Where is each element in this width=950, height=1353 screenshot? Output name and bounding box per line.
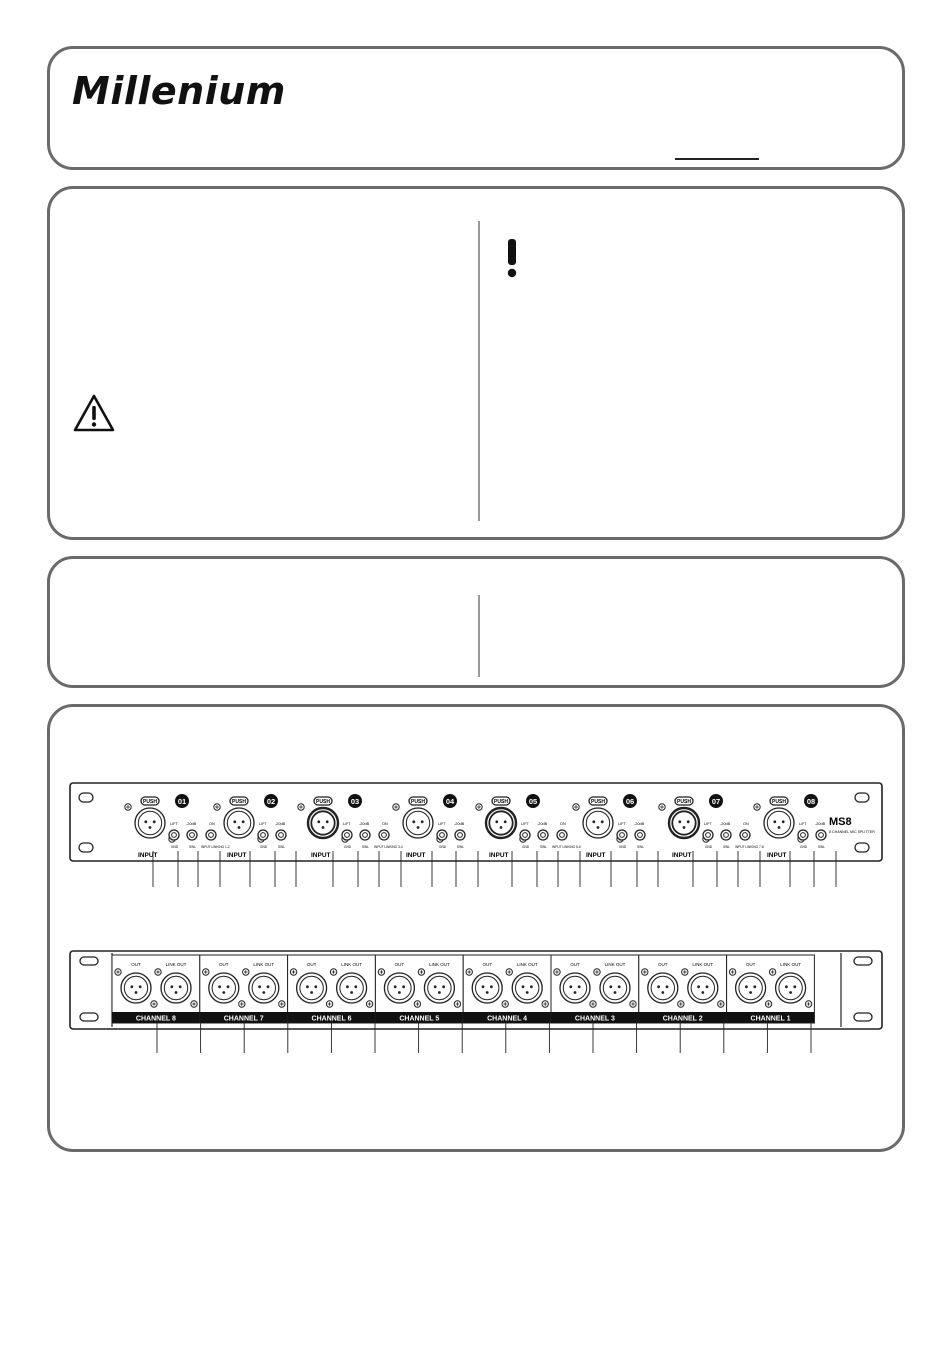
link-out-label: LINK OUT: [341, 962, 362, 967]
input-xlr-connector: [135, 808, 165, 838]
channel-number: 01: [177, 797, 187, 806]
link-out-label: LINK OUT: [429, 962, 450, 967]
pad-switch: [538, 830, 548, 840]
input-linking-label: INPUT LINKING 5-6: [552, 845, 581, 849]
out-label: OUT: [570, 962, 580, 967]
input-linking-label: INPUT LINKING 3-4: [374, 845, 403, 849]
diagram-panel: [47, 704, 905, 1152]
channel-number: 08: [806, 797, 816, 806]
pad-label: -20dB: [537, 822, 548, 826]
channel-number: 02: [266, 797, 276, 806]
gnd-label: GND: [344, 845, 352, 849]
channel-label: CHANNEL 8: [135, 1015, 176, 1023]
link-out-xlr-connector: [424, 973, 454, 1003]
gnd-label: GND: [439, 845, 447, 849]
channel-label: CHANNEL 4: [487, 1015, 528, 1023]
input-linking-label: INPUT LINKING 1-2: [201, 845, 230, 849]
channel-label: CHANNEL 2: [662, 1015, 703, 1023]
lift-switch: [258, 830, 268, 840]
link-out-xlr-connector: [688, 973, 718, 1003]
channel-number: 03: [350, 797, 360, 806]
pad-switch: [816, 830, 826, 840]
gnd-label: GND: [800, 845, 808, 849]
link-out-xlr-connector: [776, 973, 806, 1003]
link-out-label: LINK OUT: [692, 962, 714, 967]
pad-label: -20dB: [359, 822, 370, 826]
input-xlr-connector: [403, 808, 433, 838]
push-label: PUSH: [143, 799, 157, 805]
lift-label: LIFT: [704, 822, 712, 826]
input-linking-switch: [740, 830, 750, 840]
input-linking-switch: [206, 830, 216, 840]
gnd-label: GND: [619, 845, 627, 849]
gnd-label: GND: [522, 845, 530, 849]
lift-label: LIFT: [259, 822, 267, 826]
out-xlr-connector: [121, 973, 151, 1003]
channel-label: CHANNEL 1: [750, 1015, 791, 1023]
channel-label: CHANNEL 3: [574, 1015, 615, 1023]
push-label: PUSH: [411, 799, 425, 805]
input-label: INPUT: [489, 852, 509, 859]
swl-label: SWL: [818, 845, 825, 849]
input-label: INPUT: [311, 852, 331, 859]
rear-channel: [200, 955, 288, 1023]
gnd-label: GND: [260, 845, 268, 849]
device-diagram: [50, 707, 902, 1149]
lift-switch: [520, 830, 530, 840]
swl-label: SWL: [637, 845, 644, 849]
model-subtitle: 8 CHANNEL MIC SPLITTER: [829, 830, 875, 834]
front-panel: [70, 783, 882, 887]
lift-switch: [169, 830, 179, 840]
on-label: ON: [382, 822, 388, 826]
out-xlr-connector: [736, 973, 766, 1003]
pad-label: -20dB: [720, 822, 731, 826]
lift-switch: [617, 830, 627, 840]
pad-switch: [360, 830, 370, 840]
channel-number: 04: [445, 797, 455, 806]
warning-triangle-icon: [72, 393, 116, 433]
channel-number: 05: [528, 797, 538, 806]
gnd-label: GND: [705, 845, 713, 849]
rear-channel: [463, 955, 551, 1023]
header-panel: [47, 46, 905, 170]
out-label: OUT: [658, 962, 668, 967]
link-out-xlr-connector: [249, 973, 279, 1003]
rear-panel: [70, 951, 882, 1053]
pad-switch: [455, 830, 465, 840]
link-out-xlr-connector: [337, 973, 367, 1003]
input-linking-switch: [379, 830, 389, 840]
rear-channel: [639, 955, 727, 1023]
out-xlr-connector: [297, 973, 327, 1003]
channel-label: CHANNEL 6: [311, 1015, 352, 1023]
out-xlr-connector: [384, 973, 414, 1003]
model-label: MS8: [829, 816, 852, 828]
pad-label: -20dB: [186, 822, 197, 826]
pad-label: -20dB: [454, 822, 465, 826]
input-linking-label: INPUT LINKING 7-8: [735, 845, 764, 849]
link-out-label: LINK OUT: [253, 962, 275, 967]
link-out-label: LINK OUT: [604, 962, 626, 967]
out-xlr-connector: [472, 973, 502, 1003]
link-out-xlr-connector: [512, 973, 542, 1003]
link-out-label: LINK OUT: [165, 962, 187, 967]
input-label: INPUT: [586, 852, 606, 859]
on-label: ON: [743, 822, 749, 826]
push-label: PUSH: [494, 799, 508, 805]
push-label: PUSH: [316, 799, 330, 805]
push-label: PUSH: [591, 799, 605, 805]
on-label: ON: [560, 822, 566, 826]
input-label: INPUT: [406, 852, 426, 859]
brand-logo: Millenium: [72, 69, 286, 113]
info-panel: [47, 556, 905, 688]
input-xlr-connector: [224, 808, 254, 838]
swl-label: SWL: [189, 845, 196, 849]
out-label: OUT: [394, 962, 405, 967]
rear-channel: [288, 955, 376, 1023]
out-label: OUT: [482, 962, 492, 967]
lift-label: LIFT: [343, 822, 351, 826]
pad-switch: [635, 830, 645, 840]
lift-switch: [342, 830, 352, 840]
pad-label: -20dB: [634, 822, 645, 826]
out-xlr-connector: [560, 973, 590, 1003]
pad-switch: [721, 830, 731, 840]
input-xlr-connector: [308, 808, 338, 838]
out-xlr-connector: [648, 973, 678, 1003]
rear-channel: [375, 955, 463, 1023]
input-label: INPUT: [767, 852, 787, 859]
gnd-label: GND: [171, 845, 179, 849]
lift-label: LIFT: [170, 822, 178, 826]
lift-switch: [703, 830, 713, 840]
push-label: PUSH: [677, 799, 691, 805]
rear-channel: [551, 955, 639, 1023]
on-label: ON: [209, 822, 215, 826]
column-divider: [478, 595, 480, 677]
rear-channel: [112, 955, 200, 1023]
lift-label: LIFT: [438, 822, 446, 826]
link-out-xlr-connector: [161, 973, 191, 1003]
swl-label: SWL: [362, 845, 369, 849]
out-label: OUT: [131, 962, 141, 967]
pad-switch: [276, 830, 286, 840]
input-xlr-connector: [669, 808, 699, 838]
channel-number: 06: [625, 797, 635, 806]
lift-label: LIFT: [799, 822, 807, 826]
input-label: INPUT: [138, 852, 158, 859]
link-out-xlr-connector: [600, 973, 630, 1003]
out-label: OUT: [745, 962, 756, 967]
swl-label: SWL: [540, 845, 547, 849]
link-out-label: LINK OUT: [516, 962, 538, 967]
swl-label: SWL: [457, 845, 464, 849]
rear-channel: [727, 955, 815, 1023]
lift-label: LIFT: [618, 822, 626, 826]
out-xlr-connector: [209, 973, 239, 1003]
input-xlr-connector: [583, 808, 613, 838]
push-label: PUSH: [232, 799, 246, 805]
channel-number: 07: [711, 797, 721, 806]
exclamation-icon: [504, 237, 520, 279]
channel-label: CHANNEL 7: [223, 1015, 264, 1023]
lift-switch: [798, 830, 808, 840]
out-label: OUT: [306, 962, 317, 967]
swl-label: SWL: [278, 845, 285, 849]
input-linking-switch: [557, 830, 567, 840]
input-xlr-connector: [764, 808, 794, 838]
lift-label: LIFT: [521, 822, 529, 826]
out-label: OUT: [219, 962, 229, 967]
pad-label: -20dB: [815, 822, 826, 826]
column-divider: [478, 221, 480, 521]
input-label: INPUT: [227, 852, 247, 859]
swl-label: SWL: [723, 845, 730, 849]
pad-label: -20dB: [275, 822, 286, 826]
input-xlr-connector: [486, 808, 516, 838]
header-rule: [675, 158, 759, 160]
channel-label: CHANNEL 5: [399, 1015, 440, 1023]
safety-panel: [47, 186, 905, 540]
lift-switch: [437, 830, 447, 840]
link-out-label: LINK OUT: [780, 962, 801, 967]
push-label: PUSH: [772, 799, 786, 805]
pad-switch: [187, 830, 197, 840]
input-label: INPUT: [672, 852, 692, 859]
